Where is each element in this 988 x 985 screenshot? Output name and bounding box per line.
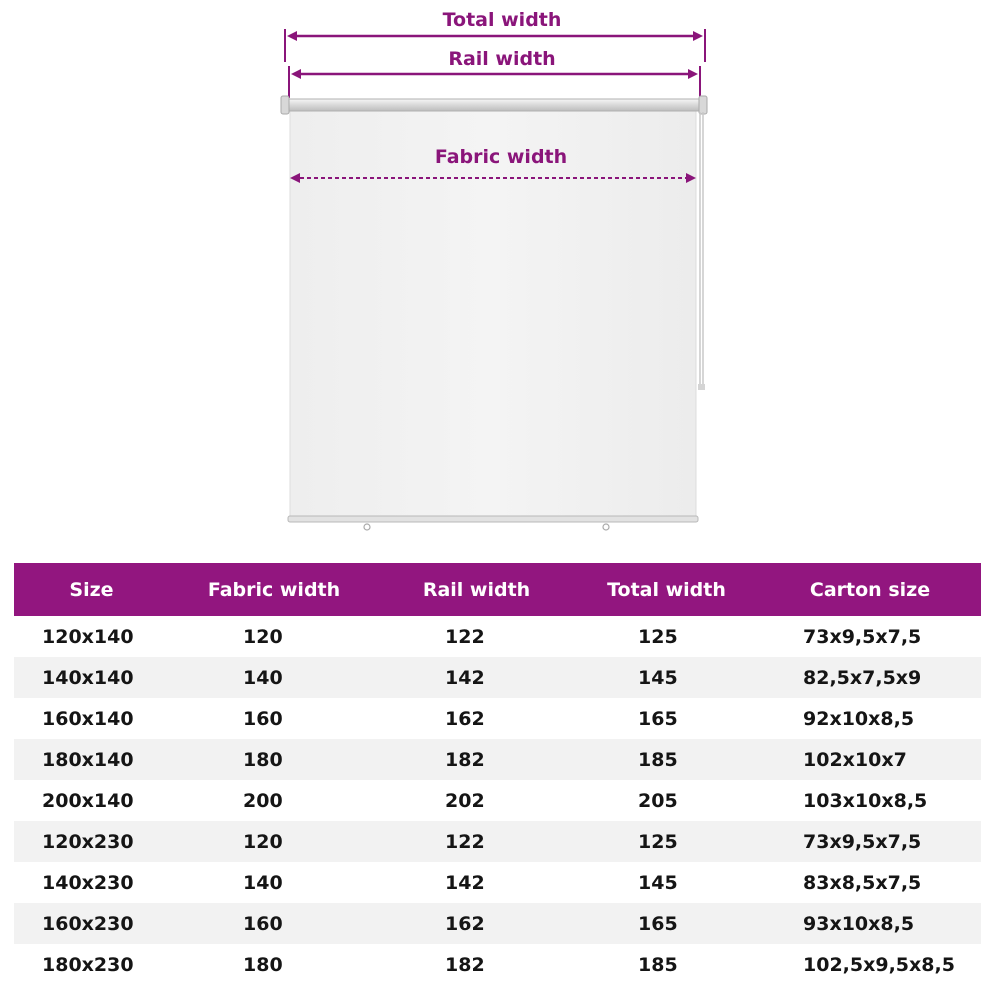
- rail-width-label: Rail width: [448, 48, 556, 70]
- table-row: [14, 944, 981, 985]
- table-cell: 160x230: [14, 903, 169, 944]
- table-cell: 142: [379, 657, 574, 698]
- table-cell: 145: [638, 871, 678, 894]
- pull-cord: [698, 112, 705, 390]
- table-header-row: [14, 563, 981, 616]
- blind-fabric: [290, 110, 696, 518]
- table-cell: 182: [445, 953, 485, 976]
- table-cell: 92x10x8,5: [803, 707, 915, 730]
- header-fabric-width: Fabric width: [169, 563, 379, 616]
- table-cell: 103x10x8,5: [803, 789, 928, 812]
- table-cell: 180: [243, 953, 283, 976]
- header-size: Size: [14, 563, 169, 616]
- table-cell: 120x140: [42, 625, 134, 648]
- fabric-width-label: Fabric width: [434, 146, 568, 168]
- table-cell: 120x230: [14, 821, 169, 862]
- table-cell: 140x140: [14, 657, 169, 698]
- table-cell: 162: [445, 707, 485, 730]
- table-row: [14, 616, 981, 657]
- table-row: [14, 903, 981, 944]
- table-row: [14, 657, 981, 698]
- table-cell: 200: [243, 789, 283, 812]
- header-carton-size: Carton size: [759, 563, 981, 616]
- table-cell: 120: [243, 625, 283, 648]
- header-total-width: Total width: [574, 563, 759, 616]
- table-cell: 160x140: [42, 707, 134, 730]
- table-cell: 200x140: [42, 789, 134, 812]
- table-cell: 160: [243, 707, 283, 730]
- table-cell: 180x140: [14, 739, 169, 780]
- table-cell: 125: [638, 625, 678, 648]
- total-width-label: Total width: [442, 9, 562, 31]
- table-cell: 140: [243, 871, 283, 894]
- table-cell: 205: [638, 789, 678, 812]
- table-row: [14, 780, 981, 821]
- table-cell: 185: [574, 739, 759, 780]
- bottom-bar: [288, 516, 698, 530]
- table-cell: 145: [574, 657, 759, 698]
- table-cell: 160: [169, 903, 379, 944]
- size-table: [14, 563, 981, 985]
- table-cell: 73x9,5x7,5: [759, 821, 981, 862]
- table-cell: 125: [574, 821, 759, 862]
- headrail: [281, 96, 707, 114]
- table-cell: 73x9,5x7,5: [803, 625, 922, 648]
- table-cell: 142: [445, 871, 485, 894]
- table-cell: 82,5x7,5x9: [759, 657, 981, 698]
- table-cell: 182: [379, 739, 574, 780]
- table-row: [14, 862, 981, 903]
- table-cell: 162: [379, 903, 574, 944]
- table-cell: 165: [638, 707, 678, 730]
- table-row: [14, 739, 981, 780]
- table-cell: 140: [169, 657, 379, 698]
- table-cell: 102x10x7: [759, 739, 981, 780]
- table-cell: 93x10x8,5: [759, 903, 981, 944]
- table-cell: 83x8,5x7,5: [803, 871, 922, 894]
- table-row: [14, 821, 981, 862]
- table-cell: 102,5x9,5x8,5: [803, 953, 955, 976]
- table-cell: 202: [445, 789, 485, 812]
- table-cell: 120: [169, 821, 379, 862]
- table-cell: 165: [574, 903, 759, 944]
- table-cell: 180x230: [42, 953, 134, 976]
- table-cell: 140x230: [42, 871, 134, 894]
- table-cell: 180: [169, 739, 379, 780]
- header-rail-width: Rail width: [379, 563, 574, 616]
- rail-width-arrow: [289, 66, 700, 98]
- table-cell: 122: [379, 821, 574, 862]
- table-row: [14, 698, 981, 739]
- table-cell: 122: [445, 625, 485, 648]
- table-cell: 185: [638, 953, 678, 976]
